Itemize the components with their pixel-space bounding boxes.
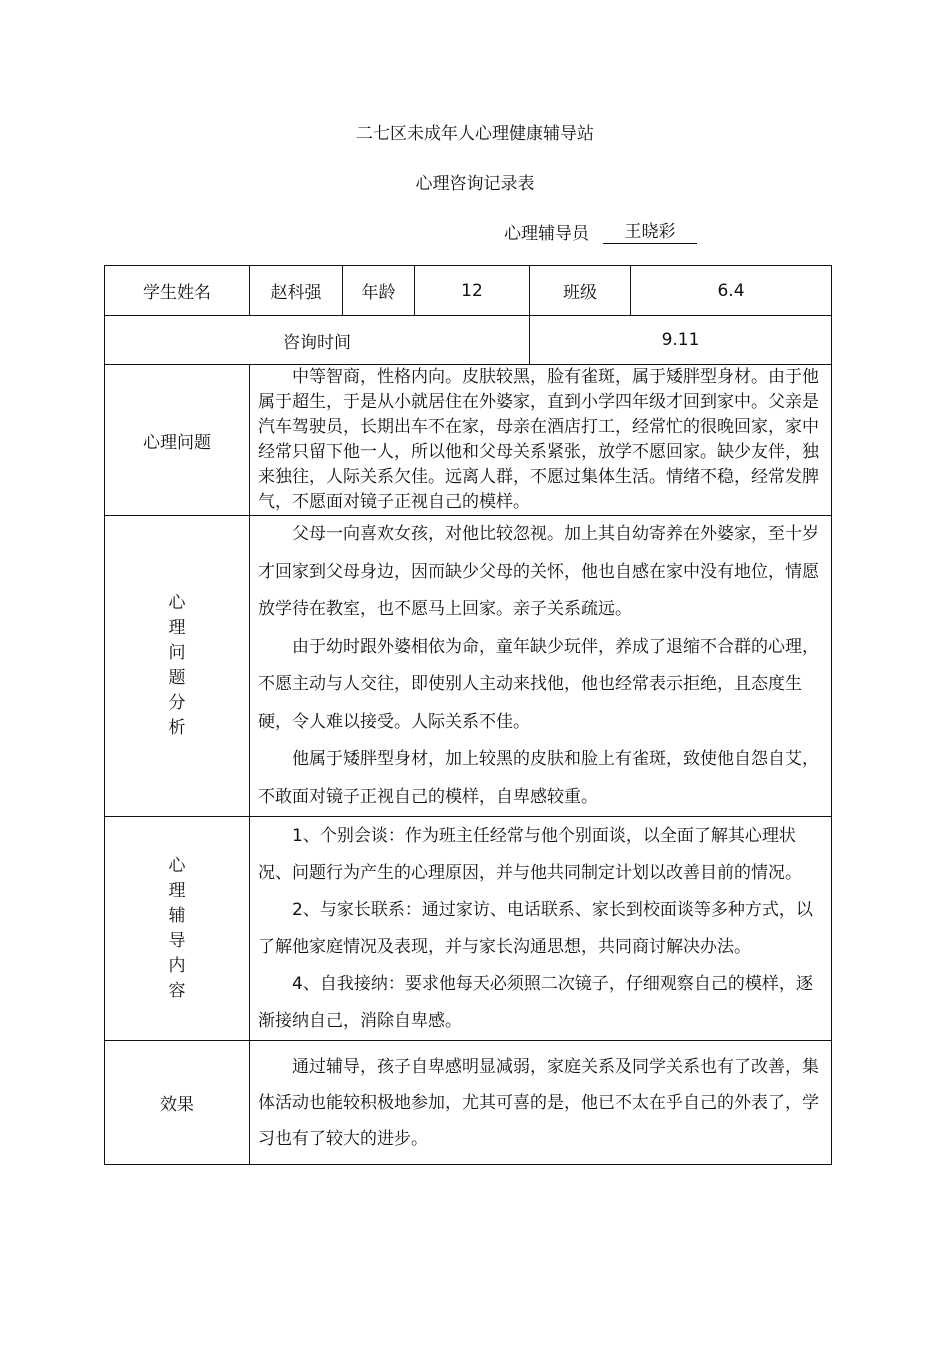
guidance-paragraph: 4、自我接纳：要求他每天必须照二次镜子，仔细观察自己的模样，逐渐接纳自己，消除自卑感。 (258, 973, 813, 1031)
guidance-label-char: 导 (168, 930, 186, 951)
student-name-label: 学生姓名 (105, 266, 250, 316)
class-value: 6.4 (631, 266, 832, 316)
analysis-label-char: 问 (168, 643, 186, 663)
guidance-row (105, 817, 832, 1041)
effect-cell (250, 1041, 832, 1165)
document-subtitle: 心理咨询记录表 (415, 174, 535, 194)
student-info-row (105, 266, 832, 316)
consult-time-label: 咨询时间 (105, 316, 530, 365)
consultation-record-table (104, 265, 832, 1165)
class-label: 班级 (530, 266, 631, 316)
effect-row (105, 1041, 832, 1165)
effect-label: 效果 (105, 1041, 250, 1165)
problem-text: 中等智商，性格内向。皮肤较黑，脸有雀斑，属于矮胖型身材。由于他属于超生，于是从小就居住在外婆家，直到小学四年级才回到家中。父亲是汽车驾驶员，长期出车不在家，母亲在酒店打工，经常忙的很晚回家，家中经常只留下他一人，所以他和父母关系紧张，放学不愿回家。缺少友伴，独来独往，人际关系欠佳。远离人群，不愿过集体生活。情绪不稳，经常发脾气，不愿面对镜子正视自己的模样。 (258, 367, 819, 512)
counselor-label: 心理辅导员 (504, 224, 589, 244)
effect-text: 通过辅导，孩子自卑感明显减弱，家庭关系及同学关系也有了改善，集体活动也能较积极地参加，尤其可喜的是，他已不太在乎自己的外表了，学习也有了较大的进步。 (258, 1056, 819, 1149)
counselor-name: 王晓彩 (603, 217, 697, 244)
guidance-label-char: 理 (168, 880, 186, 901)
analysis-label (105, 516, 250, 817)
counselor-line (504, 217, 697, 244)
guidance-paragraph: 1、个别会谈：作为班主任经常与他个别面谈，以全面了解其心理状况、问题行为产生的心理原因，并与他共同制定计划以改善目前的情况。 (258, 825, 802, 883)
guidance-label (105, 817, 250, 1041)
guidance-paragraph: 2、与家长联系：通过家访、电话联系、家长到校面谈等多种方式，以了解他家庭情况及表现，并与家长沟通思想，共同商讨解决办法。 (258, 899, 813, 957)
problem-cell (250, 365, 832, 516)
analysis-row (105, 516, 832, 817)
analysis-label-char: 分 (168, 693, 186, 713)
age-value: 12 (415, 266, 530, 316)
guidance-label-char: 心 (168, 855, 186, 876)
consult-time-value: 9.11 (530, 316, 832, 365)
guidance-label-char: 内 (168, 955, 186, 976)
analysis-label-char: 理 (168, 618, 186, 638)
analysis-cell (250, 516, 832, 817)
student-name-value: 赵科强 (250, 266, 343, 316)
analysis-label-char: 题 (168, 668, 186, 688)
analysis-paragraph: 他属于矮胖型身材，加上较黑的皮肤和脸上有雀斑，致使他自怨自艾，不敢面对镜子正视自己的模样，自卑感较重。 (258, 749, 819, 807)
analysis-label-char: 析 (168, 718, 186, 738)
consult-time-row (105, 316, 832, 365)
age-label: 年龄 (343, 266, 415, 316)
analysis-paragraph: 由于幼时跟外婆相依为命，童年缺少玩伴，养成了退缩不合群的心理，不愿主动与人交往，即使别人主动来找他，他也经常表示拒绝，且态度生硬，令人难以接受。人际关系不佳。 (258, 636, 819, 732)
analysis-paragraph: 父母一向喜欢女孩，对他比较忽视。加上其自幼寄养在外婆家，至十岁才回家到父母身边，因而缺少父母的关怀，他也自感在家中没有地位，情愿放学待在教室，也不愿马上回家。亲子关系疏远。 (258, 524, 819, 619)
guidance-cell (250, 817, 832, 1041)
problem-row (105, 365, 832, 516)
guidance-label-char: 辅 (168, 905, 186, 926)
analysis-label-char: 心 (168, 593, 186, 613)
problem-label: 心理问题 (105, 365, 250, 516)
document-title: 二七区未成年人心理健康辅导站 (356, 124, 594, 144)
guidance-label-char: 容 (168, 980, 186, 1001)
